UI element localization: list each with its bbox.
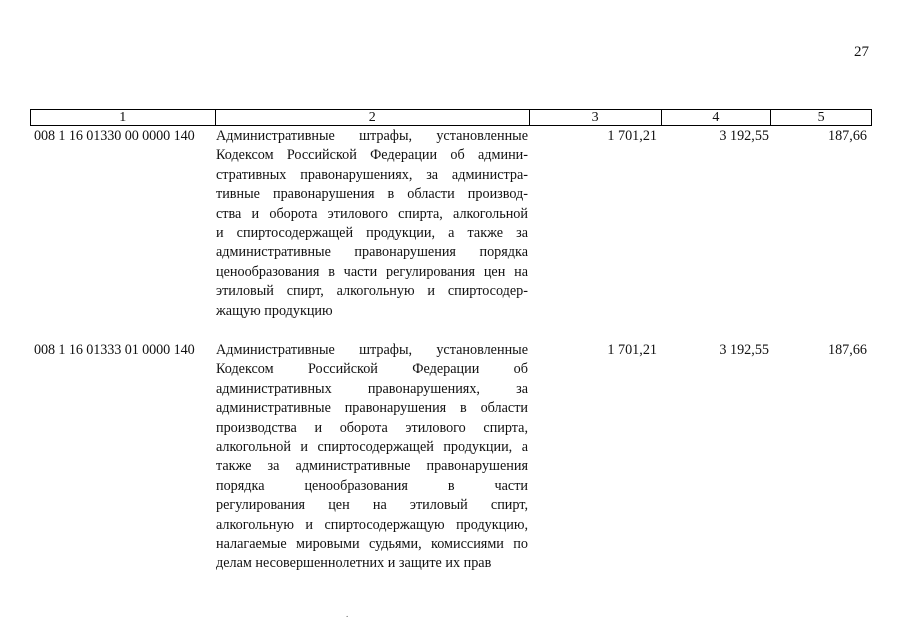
description-line: алкогольной и спиртосодержащей продукции, а	[216, 438, 528, 455]
table-header	[30, 109, 872, 126]
description-line: Кодексом Российской Федерации об	[216, 361, 528, 378]
description-line: производства и оборота этилового спирта,	[216, 419, 528, 436]
description-line: алкогольную и спиртосодержащую продукцию,	[216, 516, 528, 533]
description-line: стративных правонарушениях, за администра-	[216, 166, 528, 183]
description-line: административных правонарушениях, за	[216, 380, 528, 397]
description-line: этиловый спирт, алкогольную и спиртосодер-	[216, 283, 528, 300]
description-line: жащую продукцию	[216, 302, 333, 319]
description-line: и спиртосодержащей продукции, а также за	[216, 224, 528, 241]
column-header-1: 1	[31, 110, 216, 125]
budget-code: 008 1 16 01330 00 0000 140	[34, 128, 195, 144]
description-line: административные правонарушения в области	[216, 400, 528, 417]
value-col-4: 3 192,55	[719, 342, 769, 358]
value-col-5: 187,66	[827, 128, 867, 144]
description-line: ценообразования в части регулирования цен на	[216, 263, 528, 280]
scan-speck: .	[346, 609, 349, 619]
column-header-2: 2	[216, 110, 530, 125]
description-line: Административные штрафы, установленные	[216, 342, 528, 358]
description-line: также за административные правонарушения	[216, 458, 528, 475]
budget-code: 008 1 16 01333 01 0000 140	[34, 342, 195, 358]
value-col-4: 3 192,55	[719, 128, 769, 144]
description-line: тивные правонарушения в области производ-	[216, 186, 528, 203]
description-line: Административные штрафы, установленные	[216, 128, 528, 144]
column-header-5: 5	[817, 110, 825, 125]
column-header-3: 3	[530, 110, 662, 125]
description-line: порядка ценообразования в части	[216, 477, 528, 494]
row-description	[216, 341, 528, 574]
column-header-4: 4	[662, 110, 772, 125]
page-number: 27	[854, 44, 869, 60]
value-col-3: 1 701,21	[607, 342, 657, 358]
description-line: Кодексом Российской Федерации об админи-	[216, 147, 528, 164]
row-description	[216, 127, 528, 321]
description-line: делам несовершеннолетних и защите их прав	[216, 555, 492, 572]
description-line: административные правонарушения порядка	[216, 244, 528, 261]
value-col-3: 1 701,21	[607, 128, 657, 144]
description-line: регулирования цен на этиловый спирт,	[216, 497, 528, 514]
value-col-5: 187,66	[827, 342, 867, 358]
description-line: налагаемые мировыми судьями, комиссиями по	[216, 535, 528, 552]
description-line: ства и оборота этилового спирта, алкогольной	[216, 205, 528, 222]
